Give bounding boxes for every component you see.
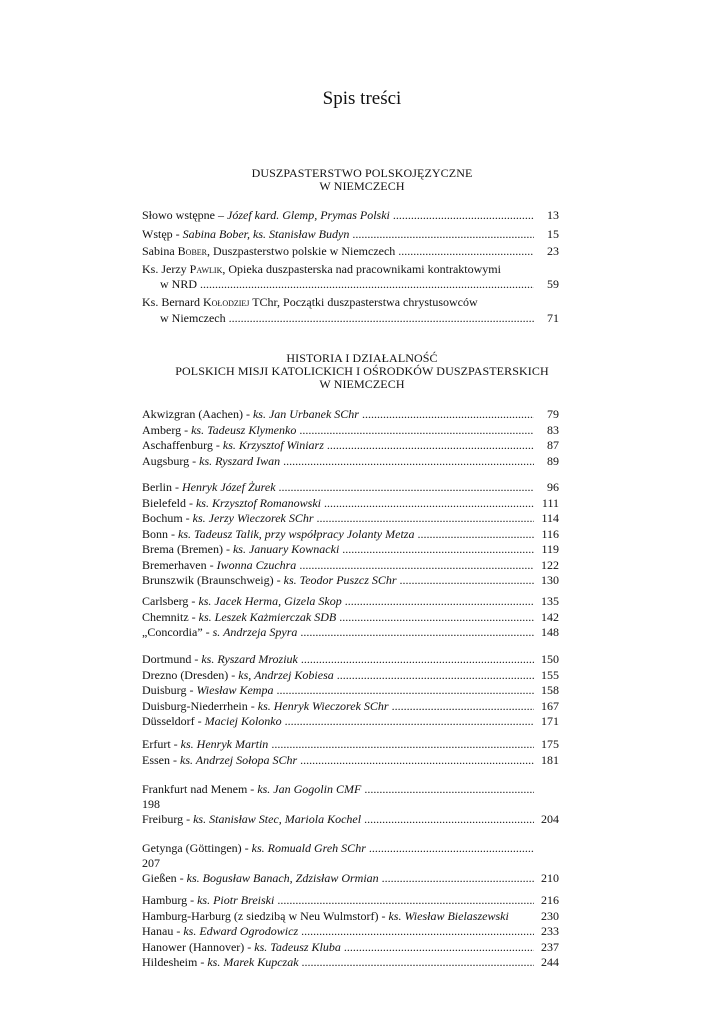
entry-author: ks. Tadeusz Talik, przy współpracy Jolanty Metza (178, 526, 415, 541)
toc-entry (142, 624, 559, 641)
section-heading-2 (0, 352, 724, 391)
page-number: 233 (541, 924, 559, 938)
entry-author: Iwonna Czuchra (216, 557, 297, 572)
entry-place: Duisburg - (142, 683, 197, 697)
entry-place: „Concordia” - (142, 625, 213, 639)
entry-author: ks, Andrzej Kobiesa (238, 667, 334, 682)
entry-place: Freiburg - (142, 812, 194, 826)
page-number: 171 (541, 714, 559, 728)
entry-place: Hamburg-Harburg (z siedzibą w Neu Wulmstorf) - (142, 908, 389, 923)
entry-author: ks. Krzysztof Winiarz (222, 438, 324, 452)
page-number: 207 (142, 856, 160, 870)
toc-entry (142, 593, 559, 610)
toc-entry (142, 406, 559, 423)
entry-place: Drezno (Dresden) - (142, 667, 239, 682)
entry-place: Bremerhaven - (142, 557, 217, 572)
toc-entry (142, 713, 559, 730)
toc-entry (142, 811, 559, 828)
toc-entry (142, 698, 559, 715)
toc-entry (142, 908, 559, 925)
toc-entry: Sabina Bober, Duszpasterstwo polskie w Niemczech ..... 23 (142, 243, 559, 260)
page-number: 114 (541, 511, 559, 525)
page-number: 89 (547, 453, 559, 468)
entry-place: Dortmund - (142, 652, 202, 666)
page-number: 87 (547, 438, 559, 452)
page-number: 13 (547, 208, 559, 222)
entry-author: ks. Henryk Martin (180, 737, 269, 751)
entry-author: Maciej Kolonko (204, 714, 282, 728)
toc-entry: w Niemczech ..... 71 (142, 310, 559, 327)
entry-place: Getynga (Göttingen) - (142, 841, 252, 855)
page-number: 71 (547, 311, 559, 325)
entry-place: Essen - (142, 752, 180, 767)
page-number: 142 (541, 609, 559, 624)
page-number: 111 (541, 495, 559, 510)
entry-place: Gießen - (142, 871, 187, 885)
toc-entry (142, 752, 559, 769)
entry-author: ks. Jan Gogolin CMF (257, 782, 362, 796)
entry-place: Hildesheim - (142, 955, 208, 969)
page-number: 130 (541, 573, 559, 587)
page-number: 230 (541, 908, 559, 923)
toc-entry (142, 453, 559, 470)
entry-author: ks. Ryszard Iwan (199, 453, 281, 468)
page-number: 198 (142, 797, 160, 811)
page-number: 155 (541, 667, 559, 682)
page-number: 210 (541, 871, 559, 885)
entry-author: s. Andrzeja Spyra (212, 625, 298, 639)
entry-author: ks. Teodor Puszcz SChr (283, 573, 397, 587)
toc-entry (142, 541, 559, 558)
page-number: 119 (541, 542, 559, 556)
page-number: 59 (547, 277, 559, 291)
entry-place: Bielefeld - (142, 495, 196, 510)
page-number: 23 (547, 244, 559, 258)
entry-place: Duisburg-Niederrhein - (142, 698, 258, 713)
entry-place: Carlsberg - (142, 594, 199, 608)
entry-place: Bochum - (142, 511, 193, 525)
page-title: Spis treści (322, 88, 402, 109)
entry-author: ks. Bogusław Banach, Zdzisław Ormian (186, 871, 379, 885)
page-number: 79 (547, 407, 559, 421)
toc-entry (142, 736, 559, 753)
toc-entry (142, 667, 559, 684)
toc-entry (142, 892, 559, 909)
entry-author: ks. Krzysztof Romanowski (195, 495, 321, 510)
entry-author: ks. Marek Kupczak (207, 955, 299, 969)
page-number: 96 (547, 480, 559, 494)
entry-place: Augsburg - (142, 453, 200, 468)
entry-place: Frankfurt nad Menem - (142, 782, 258, 796)
entry-author: ks. Andrzej Sołopa SChr (180, 752, 298, 767)
entry-author: ks. January Kownacki (232, 542, 340, 556)
entry-author: ks. Romuald Greh SChr (251, 841, 366, 855)
toc-entry (142, 609, 559, 626)
entry-author: ks. Ryszard Mroziuk (201, 652, 298, 666)
toc-entry-line1: Ks. Jerzy Pawlik, Opieka duszpasterska nad pracownikami kontraktowymi (142, 262, 501, 276)
entry-author: ks. Leszek Każmierczak SDB (198, 609, 337, 624)
entry-place: Brema (Bremen) - (142, 542, 233, 556)
toc-entry-line1: Ks. Bernard Kołodziej TChr, Początki duszpasterstwa chrystusowców (142, 295, 478, 309)
entry-place: Amberg - (142, 422, 192, 437)
toc-entry (142, 437, 559, 454)
entry-place: Erfurt - (142, 737, 181, 751)
entry-author: Wiesław Kempa (196, 683, 274, 697)
entry-author: ks. Piotr Breiski (197, 893, 275, 907)
page-number: 15 (547, 227, 559, 241)
page-number: 181 (541, 752, 559, 767)
page-number: 244 (541, 955, 559, 969)
entry-author: Henryk Józef Żurek (182, 480, 276, 494)
entry-author: ks. Henryk Wieczorek SChr (257, 698, 389, 713)
section-heading-line: W NIEMCZECH (319, 377, 405, 391)
section-heading-1 (0, 167, 724, 193)
toc-entry (142, 840, 559, 857)
page-number: 148 (541, 625, 559, 639)
toc-entry (142, 939, 559, 956)
section-heading-line: HISTORIA I DZIAŁALNOŚĆ (286, 351, 438, 365)
entry-author: ks. Tadeusz Klymenko (191, 422, 297, 437)
toc-entry: Wstęp - Sabina Bober, ks. Stanisław Budyn ..... 15 (142, 226, 559, 243)
entry-author: ks. Edward Ogrodowicz (183, 924, 299, 938)
toc-entry (142, 422, 559, 439)
toc-entry (142, 479, 559, 496)
entry-author: ks. Stanisław Stec, Mariola Kochel (193, 812, 362, 826)
page-number: 175 (541, 737, 559, 751)
section-heading-line: POLSKICH MISJI KATOLICKICH I OŚRODKÓW DUSZPASTERSKICH (175, 364, 549, 378)
toc-entry (142, 954, 559, 971)
entry-place: Berlin - (142, 480, 182, 494)
entry-place: Akwizgran (Aachen) - (142, 407, 253, 421)
entry-place: Hanower (Hannover) - (142, 939, 255, 954)
page-number: 237 (541, 939, 559, 954)
entry-author: ks. Tadeusz Kluba (254, 939, 341, 954)
toc-entry (142, 526, 559, 543)
page-number: 167 (541, 698, 559, 713)
toc-entry (142, 781, 559, 798)
toc-entry: Słowo wstępne – Józef kard. Glemp, Prymas Polski ..... 13 (142, 207, 559, 224)
entry-place: Bonn - (142, 526, 178, 541)
section-heading-line: DUSZPASTERSTWO POLSKOJĘZYCZNE (251, 166, 473, 180)
toc-entry (142, 870, 559, 887)
entry-author: ks. Jan Urbanek SChr (252, 407, 359, 421)
toc-entry (142, 923, 559, 940)
toc-entry (142, 495, 559, 512)
page-number: 83 (547, 422, 559, 437)
toc-entry (142, 682, 559, 699)
entry-place: Hamburg - (142, 893, 198, 907)
entry-author: ks. Wiesław Bielaszewski (388, 908, 509, 923)
toc-entry (142, 651, 559, 668)
entry-place: Hanau - (142, 924, 184, 938)
toc-entry (142, 510, 559, 527)
page-number: 122 (541, 557, 559, 572)
section-heading-line: W NIEMCZECH (319, 179, 405, 193)
page-number: 204 (541, 812, 559, 826)
page-number: 216 (541, 893, 559, 907)
entry-place: Düsseldorf - (142, 714, 205, 728)
page-number: 158 (541, 683, 559, 697)
entry-place: Brunszwik (Braunschweig) - (142, 573, 284, 587)
entry-place: Chemnitz - (142, 609, 199, 624)
toc-entry (142, 557, 559, 574)
page-number: 135 (541, 594, 559, 608)
page-number: 150 (541, 652, 559, 666)
page-number: 116 (541, 526, 559, 541)
entry-author: ks. Jacek Herma, Gizela Skop (198, 594, 342, 608)
entry-author: ks. Jerzy Wieczorek SChr (192, 511, 314, 525)
toc-entry (142, 572, 559, 589)
toc-entry: w NRD ..... 59 (142, 276, 559, 293)
entry-place: Aschaffenburg - (142, 438, 223, 452)
